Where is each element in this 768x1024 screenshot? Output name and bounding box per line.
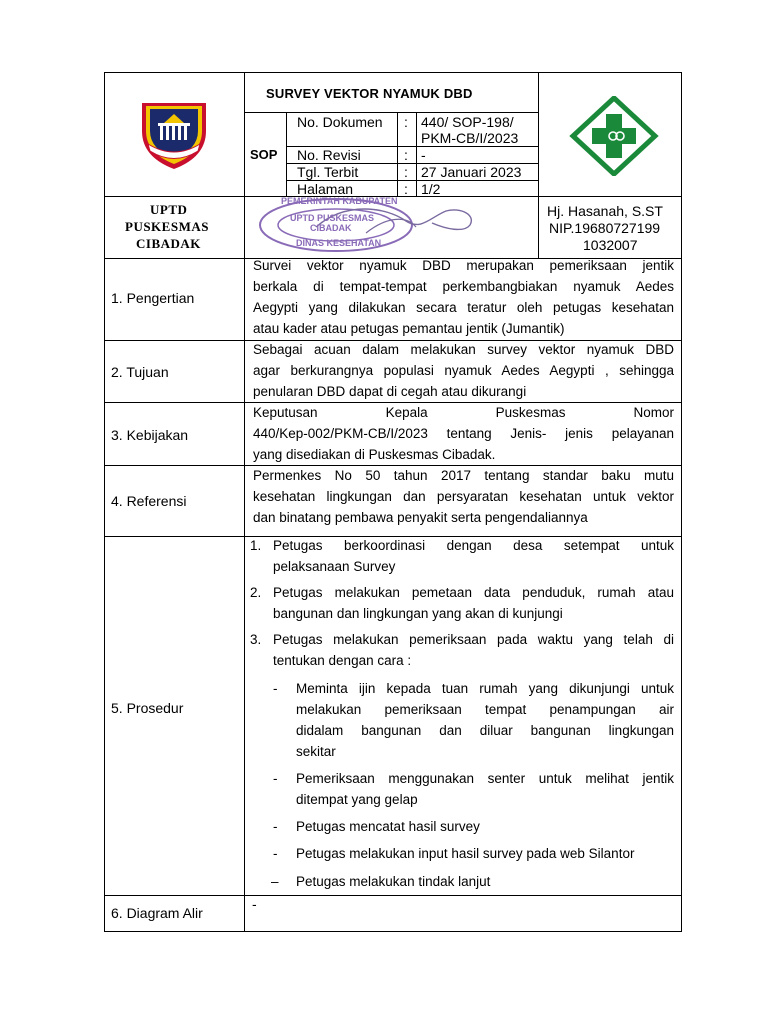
institution-line-1: UPTD: [150, 202, 188, 217]
subitem-line: melakukan pemeriksaan tempat penampungan air: [296, 702, 674, 717]
sop-label-divider: [286, 112, 287, 196]
referensi-line: Permenkes No 50 tahun 2017 tentang standar baku mutu: [253, 468, 674, 483]
signatory-name: Hj. Hasanah, S.ST: [547, 203, 663, 219]
kebijakan-line: Keputusan Kepala Puskesmas Nomor: [253, 405, 674, 420]
document-title: SURVEY VEKTOR NYAMUK DBD: [266, 86, 473, 101]
step-line: bangunan dan lingkungan yang akan di kunjungi: [273, 606, 563, 621]
subitem-bullet: -: [273, 771, 278, 786]
field-value-tgl-terbit: 27 Januari 2023: [421, 164, 522, 180]
section-label-prosedur: 5. Prosedur: [111, 700, 184, 716]
step-line: Petugas melakukan pemeriksaan pada waktu yang telah di: [273, 632, 674, 647]
field-label-no-dokumen: No. Dokumen: [297, 114, 383, 130]
signatory-nip-line1: NIP.19680727199: [549, 220, 661, 236]
subitem-line: sekitar: [296, 744, 336, 759]
referensi-line: dan binatang pembawa penyakit serta pengendaliannya: [253, 510, 588, 525]
field-value-no-dokumen-line1: 440/ SOP-198/: [421, 114, 514, 130]
field-colon-2: :: [404, 147, 408, 163]
field-label-tgl-terbit: Tgl. Terbit: [297, 164, 359, 180]
field-value-halaman: 1/2: [421, 181, 441, 197]
field-label-no-revisi: No. Revisi: [297, 147, 361, 163]
tujuan-line: agar berkurangnya populasi nyamuk Aedes Aegypti , sehingga: [253, 363, 674, 378]
subitem-line: Petugas melakukan tindak lanjut: [296, 874, 491, 889]
referensi-line: kesehatan lingkungan dan persyaratan kesehatan untuk vektor: [253, 489, 674, 504]
step-line: Petugas melakukan pemetaan data penduduk, rumah atau: [273, 585, 674, 600]
step-line: Petugas berkoordinasi dengan desa setempat untuk: [273, 538, 674, 553]
pengertian-line: Survei vektor nyamuk DBD merupakan pemeriksaan jentik: [253, 258, 674, 273]
subitem-line: didalam bangunan dan diluar bangunan lingkungan: [296, 723, 674, 738]
section-body-kebijakan: [253, 402, 674, 465]
field-colon-3: :: [404, 164, 408, 180]
section-body-referensi: [253, 465, 674, 528]
stamp-inner-text-1: UPTD PUSKESMAS: [290, 213, 375, 223]
subitem-line: Pemeriksaan menggunakan senter untuk melihat jentik: [296, 771, 674, 786]
kebijakan-line: yang disediakan di Puskesmas Cibadak.: [253, 447, 496, 462]
field-value-no-revisi: -: [421, 147, 426, 163]
section-label-pengertian: 1. Pengertian: [111, 290, 195, 306]
step-line: pelaksanaan Survey: [273, 559, 396, 574]
regency-crest-icon: [134, 97, 214, 171]
sop-label: SOP: [250, 147, 278, 162]
section-label-referensi: 4. Referensi: [111, 493, 187, 509]
section-label-tujuan: 2. Tujuan: [111, 364, 169, 380]
pengertian-line: berkala di tempat-tempat perkembangbiakan nyamuk Aedes: [253, 279, 674, 294]
signatory-nip-line2: 1032007: [583, 237, 638, 253]
column-divider: [244, 72, 245, 932]
stamp-bottom-text: DINAS KESEHATAN: [296, 238, 382, 248]
colon-divider-right: [416, 112, 417, 196]
field-label-halaman: Halaman: [297, 181, 354, 197]
institution-line-3: CIBADAK: [136, 236, 201, 251]
pengertian-line: atau kader atau petugas pemantau jentik (Jumantik): [253, 321, 565, 336]
puskesmas-logo-icon: [569, 96, 659, 176]
pengertian-line: Aegypti yang dilakukan secara teratur oleh petugas kesehatan: [253, 300, 674, 315]
colon-divider-left: [397, 112, 398, 196]
stamp-inner-text-2: CIBADAK: [310, 223, 352, 233]
subitem-bullet: -: [273, 681, 278, 696]
field-colon-1: :: [404, 114, 408, 130]
procedure-list: [250, 535, 676, 895]
section-body-diagram-alir: -: [252, 896, 257, 912]
tujuan-line: Sebagai acuan dalam melakukan survey vektor nyamuk DBD: [253, 342, 674, 357]
section-label-kebijakan: 3. Kebijakan: [111, 427, 189, 443]
section-label-diagram-alir: 6. Diagram Alir: [111, 905, 203, 921]
field-colon-4: :: [404, 181, 408, 197]
institution-line-2: PUSKESMAS: [125, 219, 209, 234]
subitem-line: Petugas mencatat hasil survey: [296, 819, 480, 834]
stamp-outer-text: PEMERINTAH KABUPATEN: [281, 196, 398, 206]
step-line: tentukan dengan cara :: [273, 653, 412, 668]
subitem-bullet: -: [273, 846, 278, 861]
subitem-line: Meminta ijin kepada tuan rumah yang dikunjungi untuk: [296, 681, 674, 696]
kebijakan-line: 440/Kep-002/PKM-CB/I/2023 tentang Jenis- jenis pelayanan: [253, 426, 674, 441]
tujuan-line: penularan DBD dapat di cegah atau dikurangi: [253, 384, 527, 399]
step-number: 2.: [250, 585, 262, 600]
step-number: 3.: [250, 632, 262, 647]
header-right-divider: [538, 72, 539, 258]
subitem-line: Petugas melakukan input hasil survey pada web Silantor: [296, 846, 635, 861]
subitem-line: ditempat yang gelap: [296, 792, 418, 807]
subitem-bullet: -: [273, 819, 278, 834]
section-body-tujuan: [253, 339, 674, 402]
section-body-pengertian: [253, 255, 674, 339]
subitem-bullet: –: [271, 874, 279, 889]
field-value-no-dokumen-line2: PKM-CB/I/2023: [421, 130, 519, 146]
row-line-6: [104, 895, 682, 896]
step-number: 1.: [250, 538, 262, 553]
header-divider-right: [538, 196, 682, 197]
